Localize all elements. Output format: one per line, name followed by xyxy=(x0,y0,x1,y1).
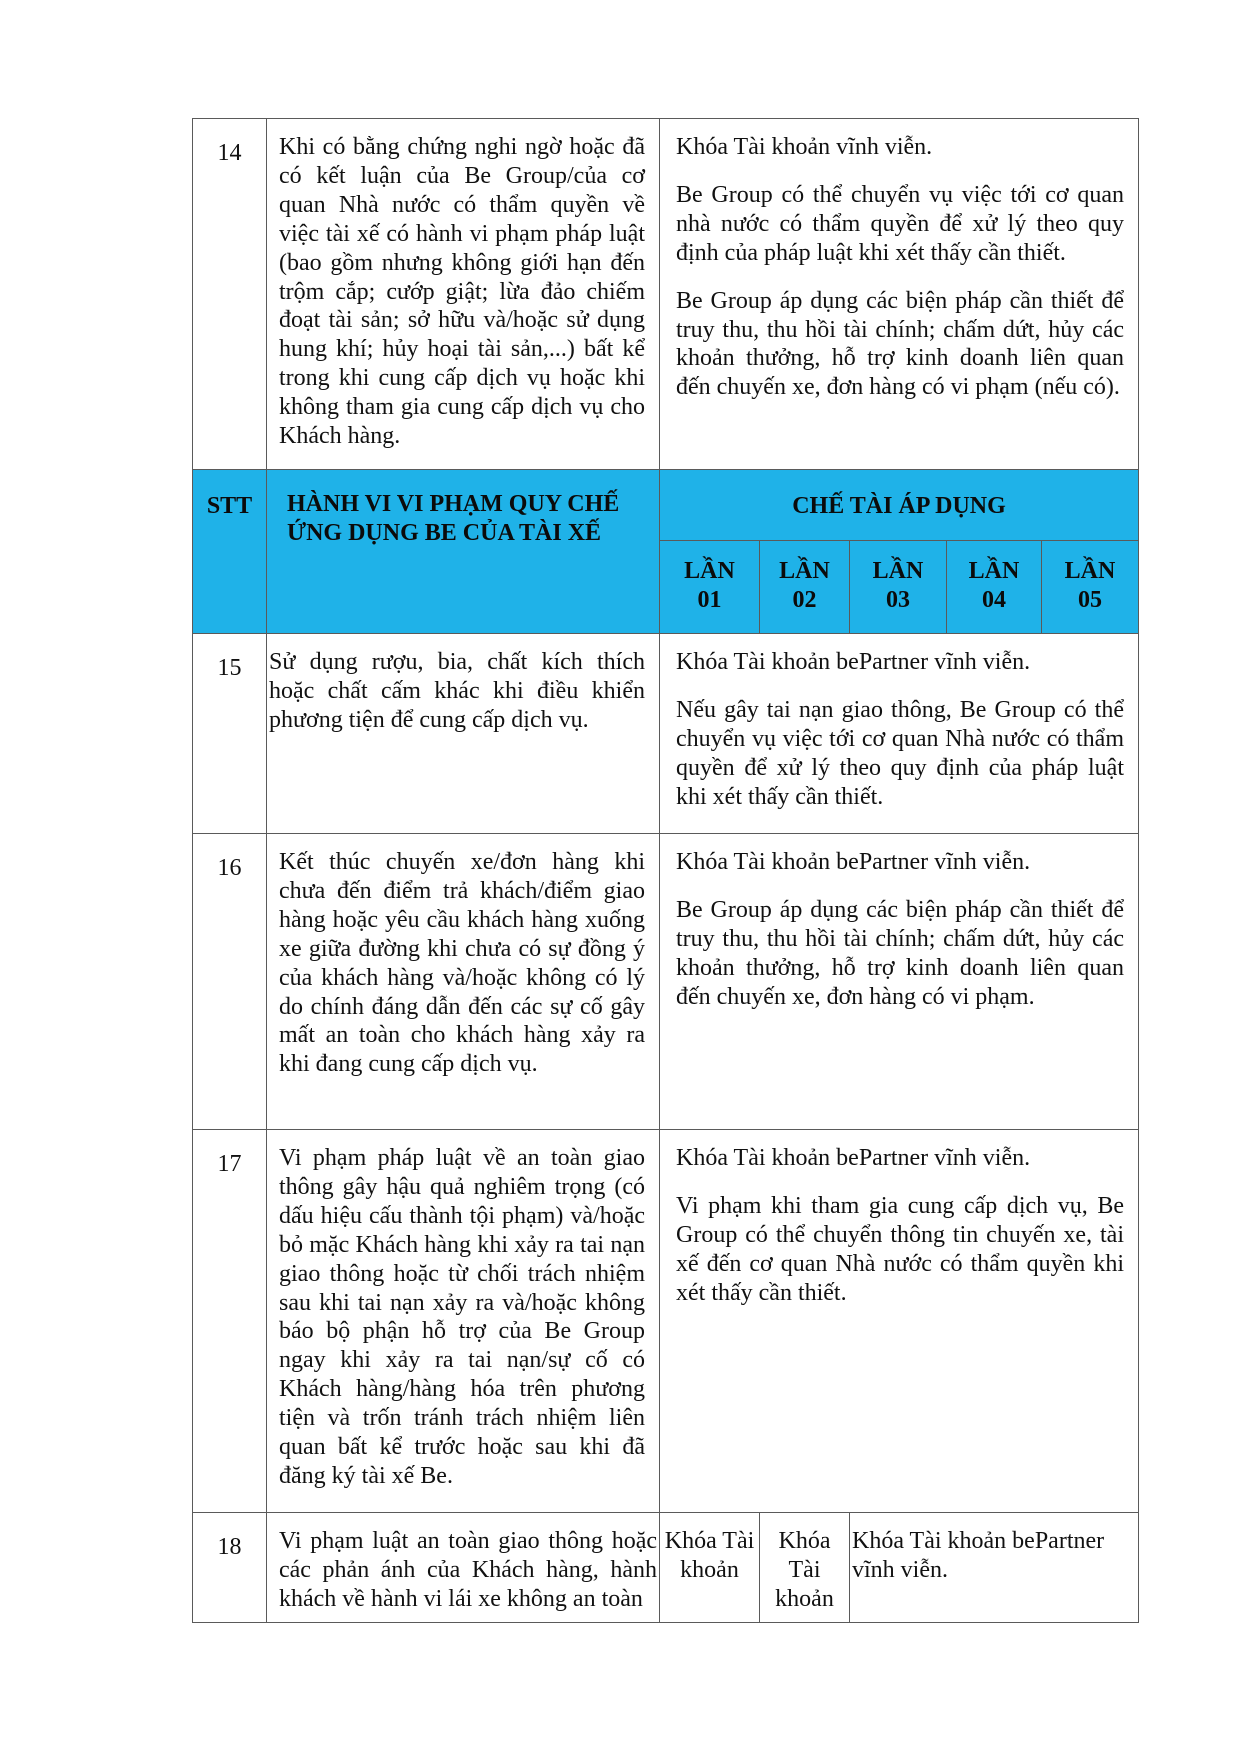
header-violation: HÀNH VI VI PHẠM QUY CHẾ ỨNG DỤNG BE CỦA TÀI XẾ xyxy=(267,470,660,634)
header-time-01 xyxy=(660,541,760,634)
table-row xyxy=(193,1130,1139,1513)
header-time-03 xyxy=(850,541,947,634)
violation-text: Kết thúc chuyến xe/đơn hàng khi chưa đến điểm trả khách/điểm giao hàng hoặc yêu cầu khách hàng xuống xe giữa đường khi chưa có sự đồng ý của khách hàng và/hoặc không có lý do chính đáng dẫn đến các sự cố gây mất an toàn cho khách hàng xảy ra khi đang cung cấp dịch vụ. xyxy=(267,834,660,1130)
row-number: 18 xyxy=(193,1513,267,1623)
violation-sanction-table xyxy=(192,118,1139,1623)
sanction-cell xyxy=(660,119,1139,470)
sanction-line: Khóa Tài khoản bePartner vĩnh viễn. xyxy=(676,1145,1031,1171)
header-time-number: 05 xyxy=(1078,586,1102,613)
violation-text: Sử dụng rượu, bia, chất kích thích hoặc chất cấm khác khi điều khiển phương tiện để cung cấp dịch vụ. xyxy=(267,634,660,834)
header-time-label: LẦN xyxy=(1064,558,1116,584)
header-sanction: CHẾ TÀI ÁP DỤNG xyxy=(660,470,1139,541)
header-time-04 xyxy=(947,541,1042,634)
row-number: 17 xyxy=(193,1130,267,1513)
sanction-time-01: Khóa Tài khoản xyxy=(660,1513,760,1623)
violation-text: Vi phạm pháp luật về an toàn giao thông gây hậu quả nghiêm trọng (có dấu hiệu cấu thành tội phạm) và/hoặc bỏ mặc Khách hàng khi xảy ra tai nạn giao thông hoặc từ chối trách nhiệm sau khi tai nạn xảy ra và/hoặc không báo bộ phận hỗ trợ của Be Group ngay khi xảy ra tai nạn/sự cố có Khách hàng/hàng hóa trên phương tiện và trốn tránh trách nhiệm liên quan bất kể trước hoặc sau khi đã đăng ký tài xế Be. xyxy=(267,1130,660,1513)
sanction-line: Be Group áp dụng các biện pháp cần thiết để truy thu, thu hồi tài chính; chấm dứt, hủy các khoản thưởng, hỗ trợ kinh doanh liên quan đến chuyến xe, đơn hàng có vi phạm. xyxy=(676,896,1124,1010)
table-header-row xyxy=(193,470,1139,541)
header-time-label: LẦN xyxy=(872,558,924,584)
row-number: 16 xyxy=(193,834,267,1130)
header-time-05 xyxy=(1042,541,1139,634)
sanction-line: Khóa Tài khoản vĩnh viễn. xyxy=(676,134,933,160)
sanction-line: Be Group có thể chuyển vụ việc tới cơ quan nhà nước có thẩm quyền để xử lý theo quy định của pháp luật khi xét thấy cần thiết. xyxy=(676,181,1124,266)
violation-text: Khi có bằng chứng nghi ngờ hoặc đã có kết luận của Be Group/của cơ quan Nhà nước có thẩm quyền về việc tài xế có hành vi phạm pháp luật (bao gồm nhưng không giới hạn đến trộm cắp; cướp giật; lừa đảo chiếm đoạt tài sản; sở hữu và/hoặc sử dụng hung khí; hủy hoại tài sản,...) bất kể trong khi cung cấp dịch vụ hoặc khi không tham gia cung cấp dịch vụ cho Khách hàng. xyxy=(267,119,660,470)
header-time-number: 03 xyxy=(886,586,910,613)
sanction-time-02: Khóa Tài khoản xyxy=(760,1513,850,1623)
header-stt: STT xyxy=(193,470,267,634)
table-row xyxy=(193,1513,1139,1623)
header-time-label: LẦN xyxy=(968,558,1020,584)
sanction-cell xyxy=(660,834,1139,1130)
row-number: 15 xyxy=(193,634,267,834)
header-time-number: 01 xyxy=(697,586,722,613)
sanction-line: Khóa Tài khoản bePartner vĩnh viễn. xyxy=(676,849,1031,875)
header-time-number: 02 xyxy=(792,586,817,613)
sanction-cell xyxy=(660,1130,1139,1513)
sanction-time-03-05: Khóa Tài khoản bePartner vĩnh viễn. xyxy=(850,1513,1139,1623)
header-time-label: LẦN xyxy=(779,558,830,584)
row-number: 14 xyxy=(193,119,267,470)
header-time-number: 04 xyxy=(982,586,1006,613)
table-row xyxy=(193,634,1139,834)
sanction-line: Nếu gây tai nạn giao thông, Be Group có thể chuyển vụ việc tới cơ quan Nhà nước có thẩm quyền để xử lý theo quy định của pháp luật khi xét thấy cần thiết. xyxy=(676,696,1124,810)
table-row xyxy=(193,834,1139,1130)
header-time-label: LẦN xyxy=(684,558,735,584)
sanction-line: Khóa Tài khoản bePartner vĩnh viễn. xyxy=(676,649,1031,675)
sanction-cell xyxy=(660,634,1139,834)
violation-text: Vi phạm luật an toàn giao thông hoặc các phản ánh của Khách hàng, hành khách về hành vi lái xe không an toàn xyxy=(267,1513,660,1623)
header-time-02 xyxy=(760,541,850,634)
table-row xyxy=(193,119,1139,470)
sanction-line: Be Group áp dụng các biện pháp cần thiết để truy thu, thu hồi tài chính; chấm dứt, hủy các khoản thưởng, hỗ trợ kinh doanh liên quan đến chuyến xe, đơn hàng có vi phạm (nếu có). xyxy=(676,287,1124,401)
sanction-line: Vi phạm khi tham gia cung cấp dịch vụ, Be Group có thể chuyển thông tin chuyến xe, tài xế đến cơ quan Nhà nước có thẩm quyền khi xét thấy cần thiết. xyxy=(676,1192,1124,1306)
